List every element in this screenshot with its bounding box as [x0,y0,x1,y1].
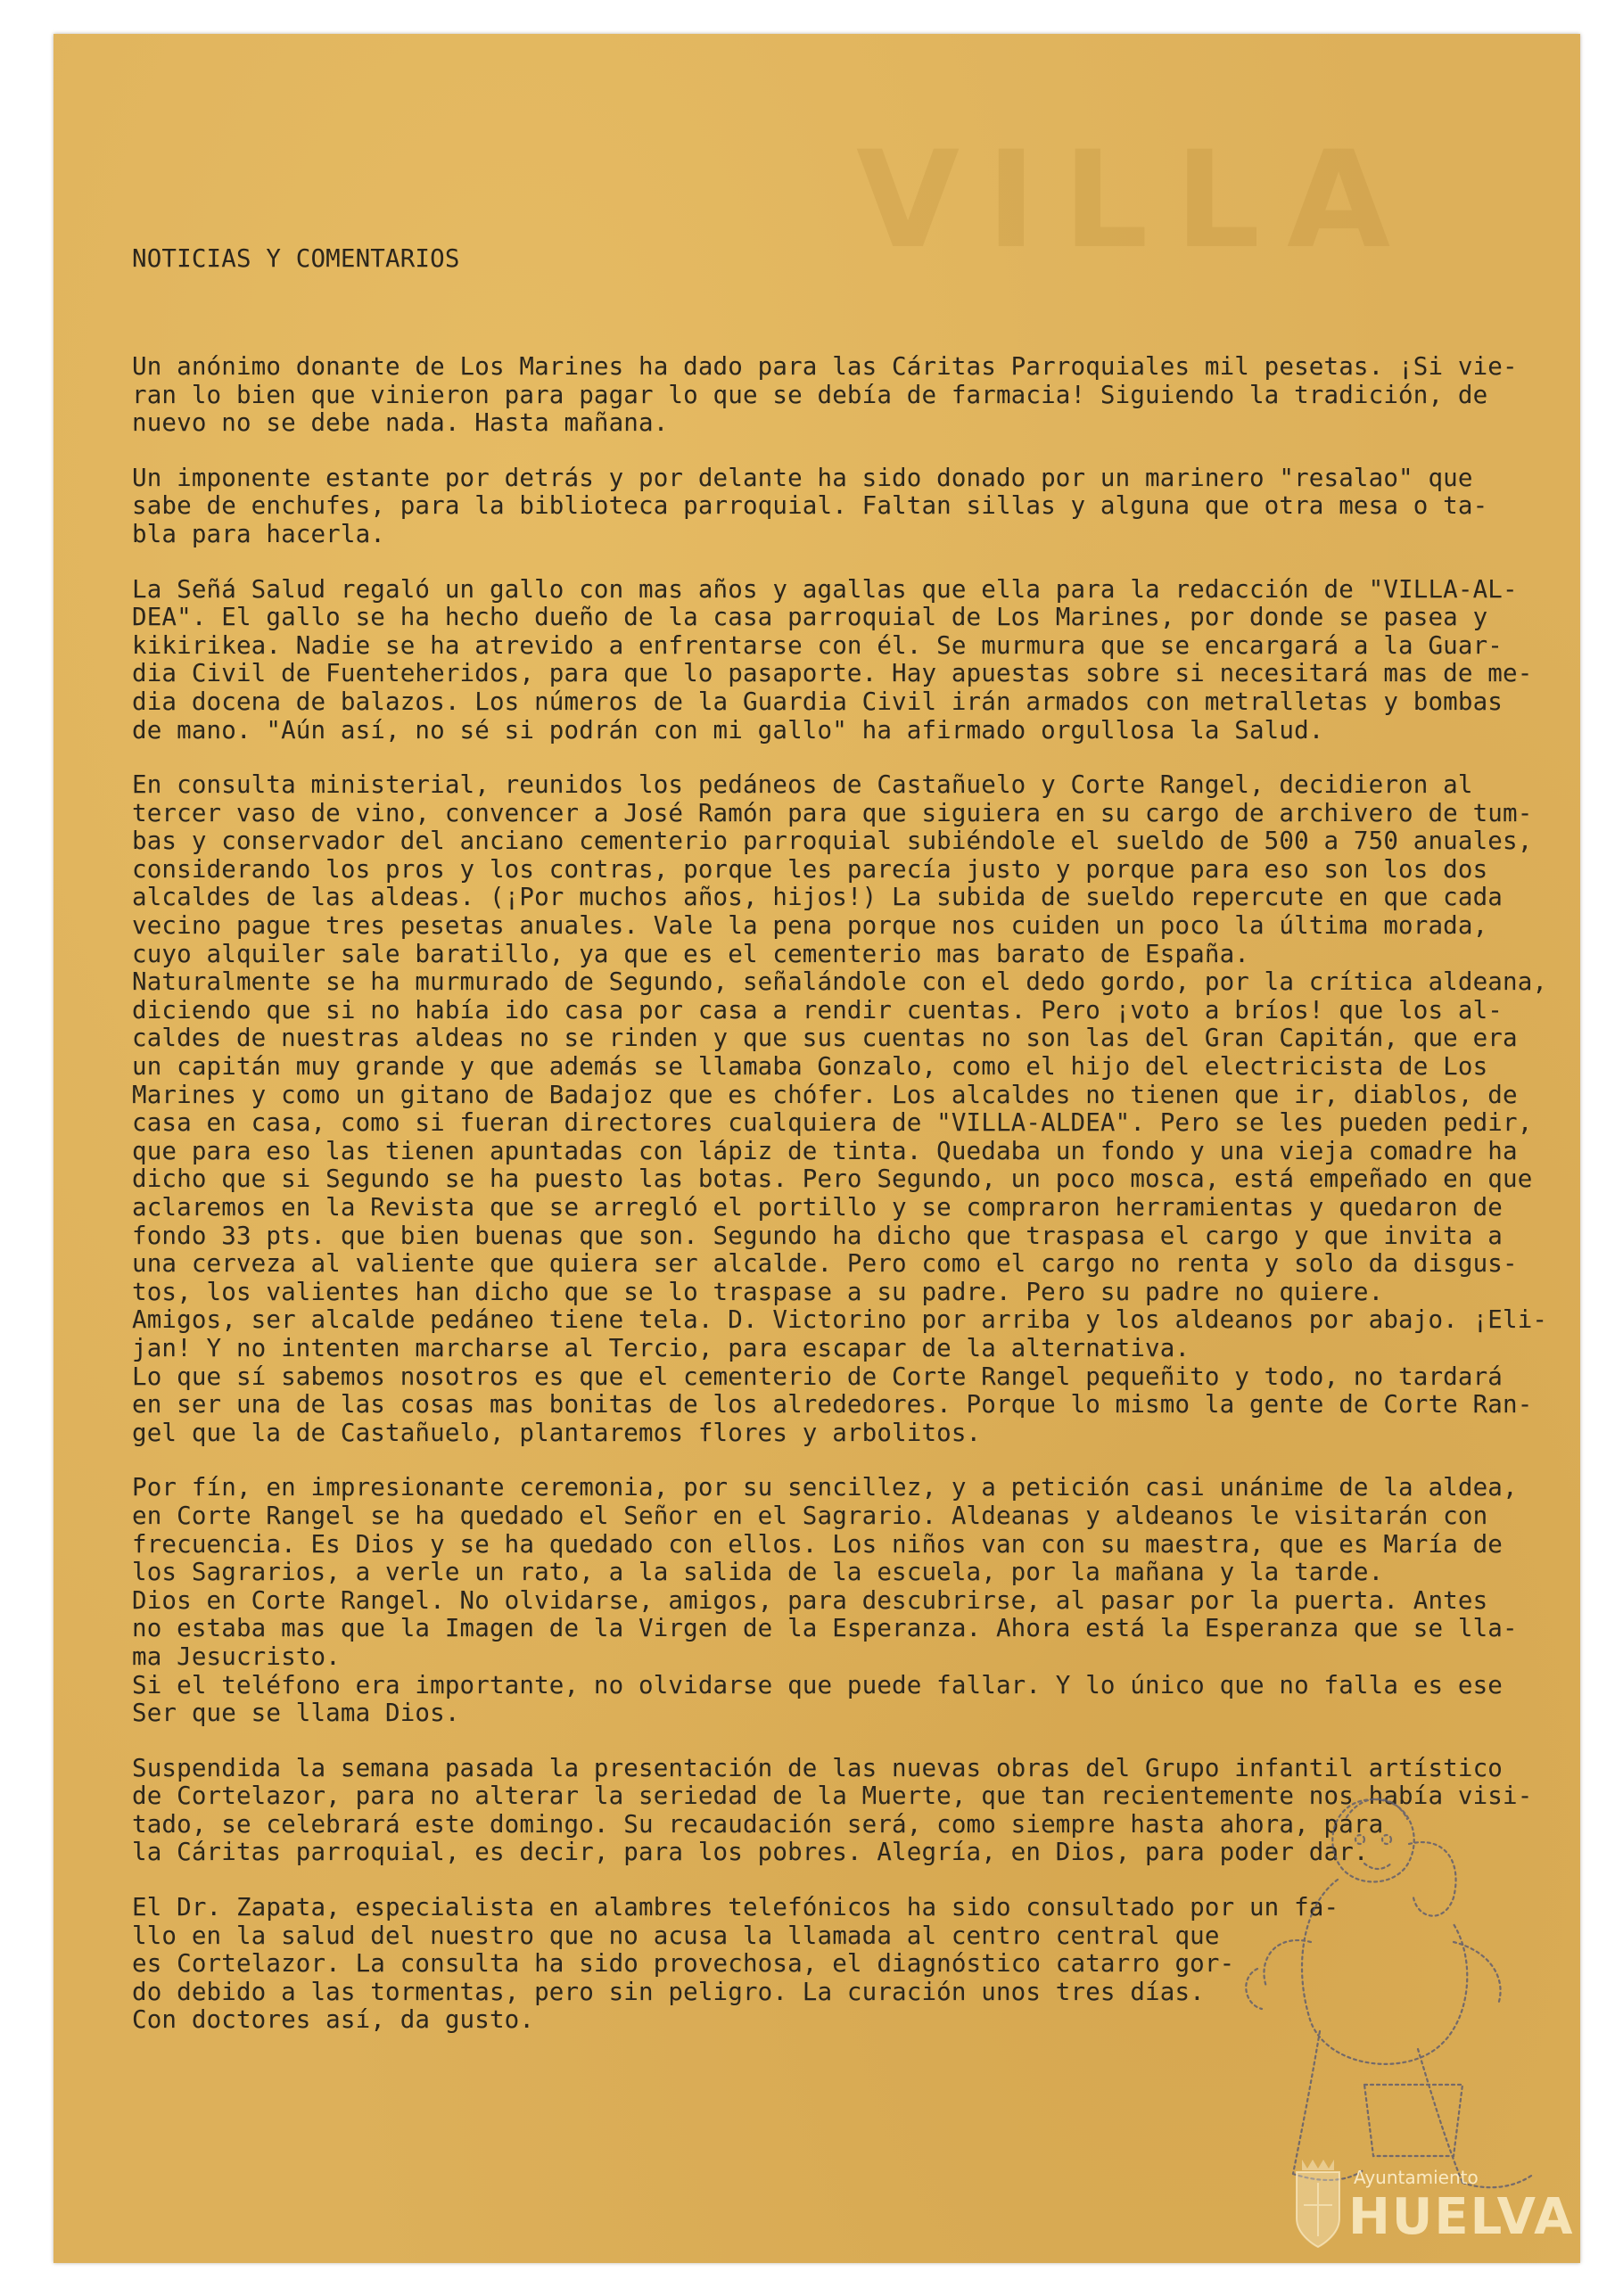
text-line: no estaba mas que la Imagen de la Virgen de la Esperanza. Ahora está la Esperanza que se lla- [132,1614,1518,1643]
news-item-paragraph [132,465,1532,549]
text-line: Amigos, ser alcalde pedáneo tiene tela. D. Victorino por arriba y los aldeanos por abajo. ¡Eli- [132,1305,1548,1335]
text-line: una cerveza al valiente que quiera ser alcalde. Pero como el cargo no renta y solo da disgus- [132,1249,1518,1279]
text-line: es Cortelazor. La consulta ha sido provechosa, el diagnóstico catarro gor- [132,1949,1235,1979]
text-line: diciendo que si no había ido casa por casa a rendir cuentas. Pero ¡voto a bríos! que los al- [132,995,1503,1025]
text-line: sabe de enchufes, para la biblioteca parroquial. Faltan sillas y alguna que otra mesa o ta- [132,491,1488,521]
watermark-line-ayuntamiento: Ayuntamiento [1354,2167,1479,2188]
text-line: tos, los valientes han dicho que se lo traspase a su padre. Pero su padre no quiere. [132,1277,1384,1306]
text-line: caldes de nuestras aldeas no se rinden y que sus cuentas no son las del Gran Capitán, que era [132,1024,1518,1053]
news-item-paragraph [132,576,1532,745]
text-line: dia Civil de Fuenteheridos, para que lo pasaporte. Hay apuestas sobre si necesitará mas de me- [132,659,1533,688]
text-line: jan! Y no intenten marcharse al Tercio, para escapar de la alternativa. [132,1333,1190,1362]
news-item-paragraph [132,770,1548,1447]
text-line: gel que la de Castañuelo, plantaremos flores y arbolitos. [132,1418,982,1447]
text-line: DEA". El gallo se ha hecho dueño de la casa parroquial de Los Marines, por donde se pasea y [132,603,1488,632]
text-line: aclaremos en la Revista que se arregló el portillo y se compraron herramientas y quedaron de [132,1193,1503,1222]
text-line: ran lo bien que vinieron para pagar lo que se debía de farmacia! Siguiendo la tradición, de [132,380,1488,409]
text-line: Ser que se llama Dios. [132,1699,460,1728]
text-line: considerando los pros y los contras, porque les parecía justo y porque para eso son los dos [132,854,1488,884]
text-line: Naturalmente se ha murmurado de Segundo, señalándole con el dedo gordo, por la crítica aldeana, [132,967,1548,997]
text-line: tado, se celebrará este domingo. Su recaudación será, como siempre hasta ahora, para [132,1809,1384,1839]
text-line: Si el teléfono era importante, no olvidarse que puede fallar. Y lo único que no falla es ese [132,1670,1503,1699]
document-page [54,34,1580,2263]
text-line: un capitán muy grande y que además se llamaba Gonzalo, como el hijo del electricista de Los [132,1052,1488,1082]
text-line: casa en casa, como si fueran directores cualquiera de "VILLA-ALDEA". Pero se les pueden pedir, [132,1108,1533,1138]
faded-masthead-watermark: VILLA [856,123,1418,278]
text-line: Con doctores así, da gusto. [132,2005,535,2035]
text-line: En consulta ministerial, reunidos los pedáneos de Castañuelo y Corte Rangel, decidieron al [132,770,1473,800]
text-line: los Sagrarios, a verle un rato, a la salida de la escuela, por la mañana y la tarde. [132,1558,1384,1587]
text-line: de mano. "Aún así, no sé si podrán con mi gallo" ha afirmado orgullosa la Salud. [132,715,1324,745]
crest-shield-icon [1293,2156,1343,2251]
text-line: nuevo no se debe nada. Hasta mañana. [132,408,669,438]
text-line: vecino pague tres pesetas anuales. Vale la pena porque nos cuiden un poco la última morada, [132,911,1488,941]
text-line: dicho que si Segundo se ha puesto las botas. Pero Segundo, un poco mosca, está empeñado en que [132,1164,1533,1194]
text-line: fondo 33 pts. que bien buenas que son. Segundo ha dicho que traspasa el cargo y que invita a [132,1221,1503,1250]
text-line: tercer vaso de vino, convencer a José Ramón para que siguiera en su cargo de archivero de tum- [132,798,1533,827]
text-line: que para eso las tienen apuntadas con lápiz de tinta. Quedaba un fondo y una vieja comadre ha [132,1136,1518,1165]
text-line: la Cáritas parroquial, es decir, para los pobres. Alegría, en Dios, para poder dar. [132,1838,1369,1867]
text-line: dia docena de balazos. Los números de la Guardia Civil irán armados con metralletas y bombas [132,687,1503,716]
text-line: en Corte Rangel se ha quedado el Señor en el Sagrario. Aldeanas y aldeanos le visitarán con [132,1501,1488,1530]
text-line: alcaldes de las aldeas. (¡Por muchos años, hijos!) La subida de sueldo repercute en que cada [132,883,1503,912]
news-item-paragraph [132,353,1532,438]
text-line: Un anónimo donante de Los Marines ha dado para las Cáritas Parroquiales mil pesetas. ¡Si vie- [132,351,1518,381]
text-line: en ser una de las cosas mas bonitas de los alrededores. Porque lo mismo la gente de Corte Ran- [132,1390,1533,1420]
watermark-line-huelva: HUELVA [1348,2188,1575,2246]
text-line: Un imponente estante por detrás y por delante ha sido donado por un marinero "resalao" que [132,463,1473,492]
text-line: kikirikea. Nadie se ha atrevido a enfrentarse con él. Se murmura que se encargará a la Guar- [132,630,1503,660]
text-line: frecuencia. Es Dios y se ha quedado con ellos. Los niños van con su maestra, que es María de [132,1529,1503,1559]
text-line: bla para hacerla. [132,519,386,548]
text-line: Suspendida la semana pasada la presentación de las nuevas obras del Grupo infantil artístico [132,1753,1503,1782]
text-line: Por fín, en impresionante ceremonia, por su sencillez, y a petición casi unánime de la aldea, [132,1473,1518,1502]
text-line: El Dr. Zapata, especialista en alambres telefónicos ha sido consultado por un fa- [132,1893,1339,1922]
text-line: Dios en Corte Rangel. No olvidarse, amigos, para descubrirse, al pasar por la puerta. Antes [132,1585,1488,1615]
text-line: La Señá Salud regaló un gallo con mas años y agallas que ella para la redacción de "VILLA-AL- [132,574,1518,604]
text-line: ma Jesucristo. [132,1642,341,1671]
text-line: llo en la salud del nuestro que no acusa la llamada al centro central que [132,1921,1220,1950]
text-line: cuyo alquiler sale baratillo, ya que es el cementerio mas barato de España. [132,939,1249,968]
section-heading: NOTICIAS Y COMENTARIOS [132,244,460,274]
text-line: bas y conservador del anciano cementerio parroquial subiéndole el sueldo de 500 a 750 anuales, [132,827,1533,856]
text-line: de Cortelazor, para no alterar la seriedad de la Muerte, que tan recientemente nos había visi- [132,1782,1533,1811]
text-line: do debido a las tormentas, pero sin peligro. La curación unos tres días. [132,1977,1205,2006]
municipal-watermark-logo [1293,2156,1575,2254]
news-item-paragraph [132,1474,1532,1727]
text-line: Marines y como un gitano de Badajoz que es chófer. Los alcaldes no tienen que ir, diablos, de [132,1080,1518,1109]
text-line: Lo que sí sabemos nosotros es que el cementerio de Corte Rangel pequeñito y todo, no tardará [132,1362,1503,1391]
